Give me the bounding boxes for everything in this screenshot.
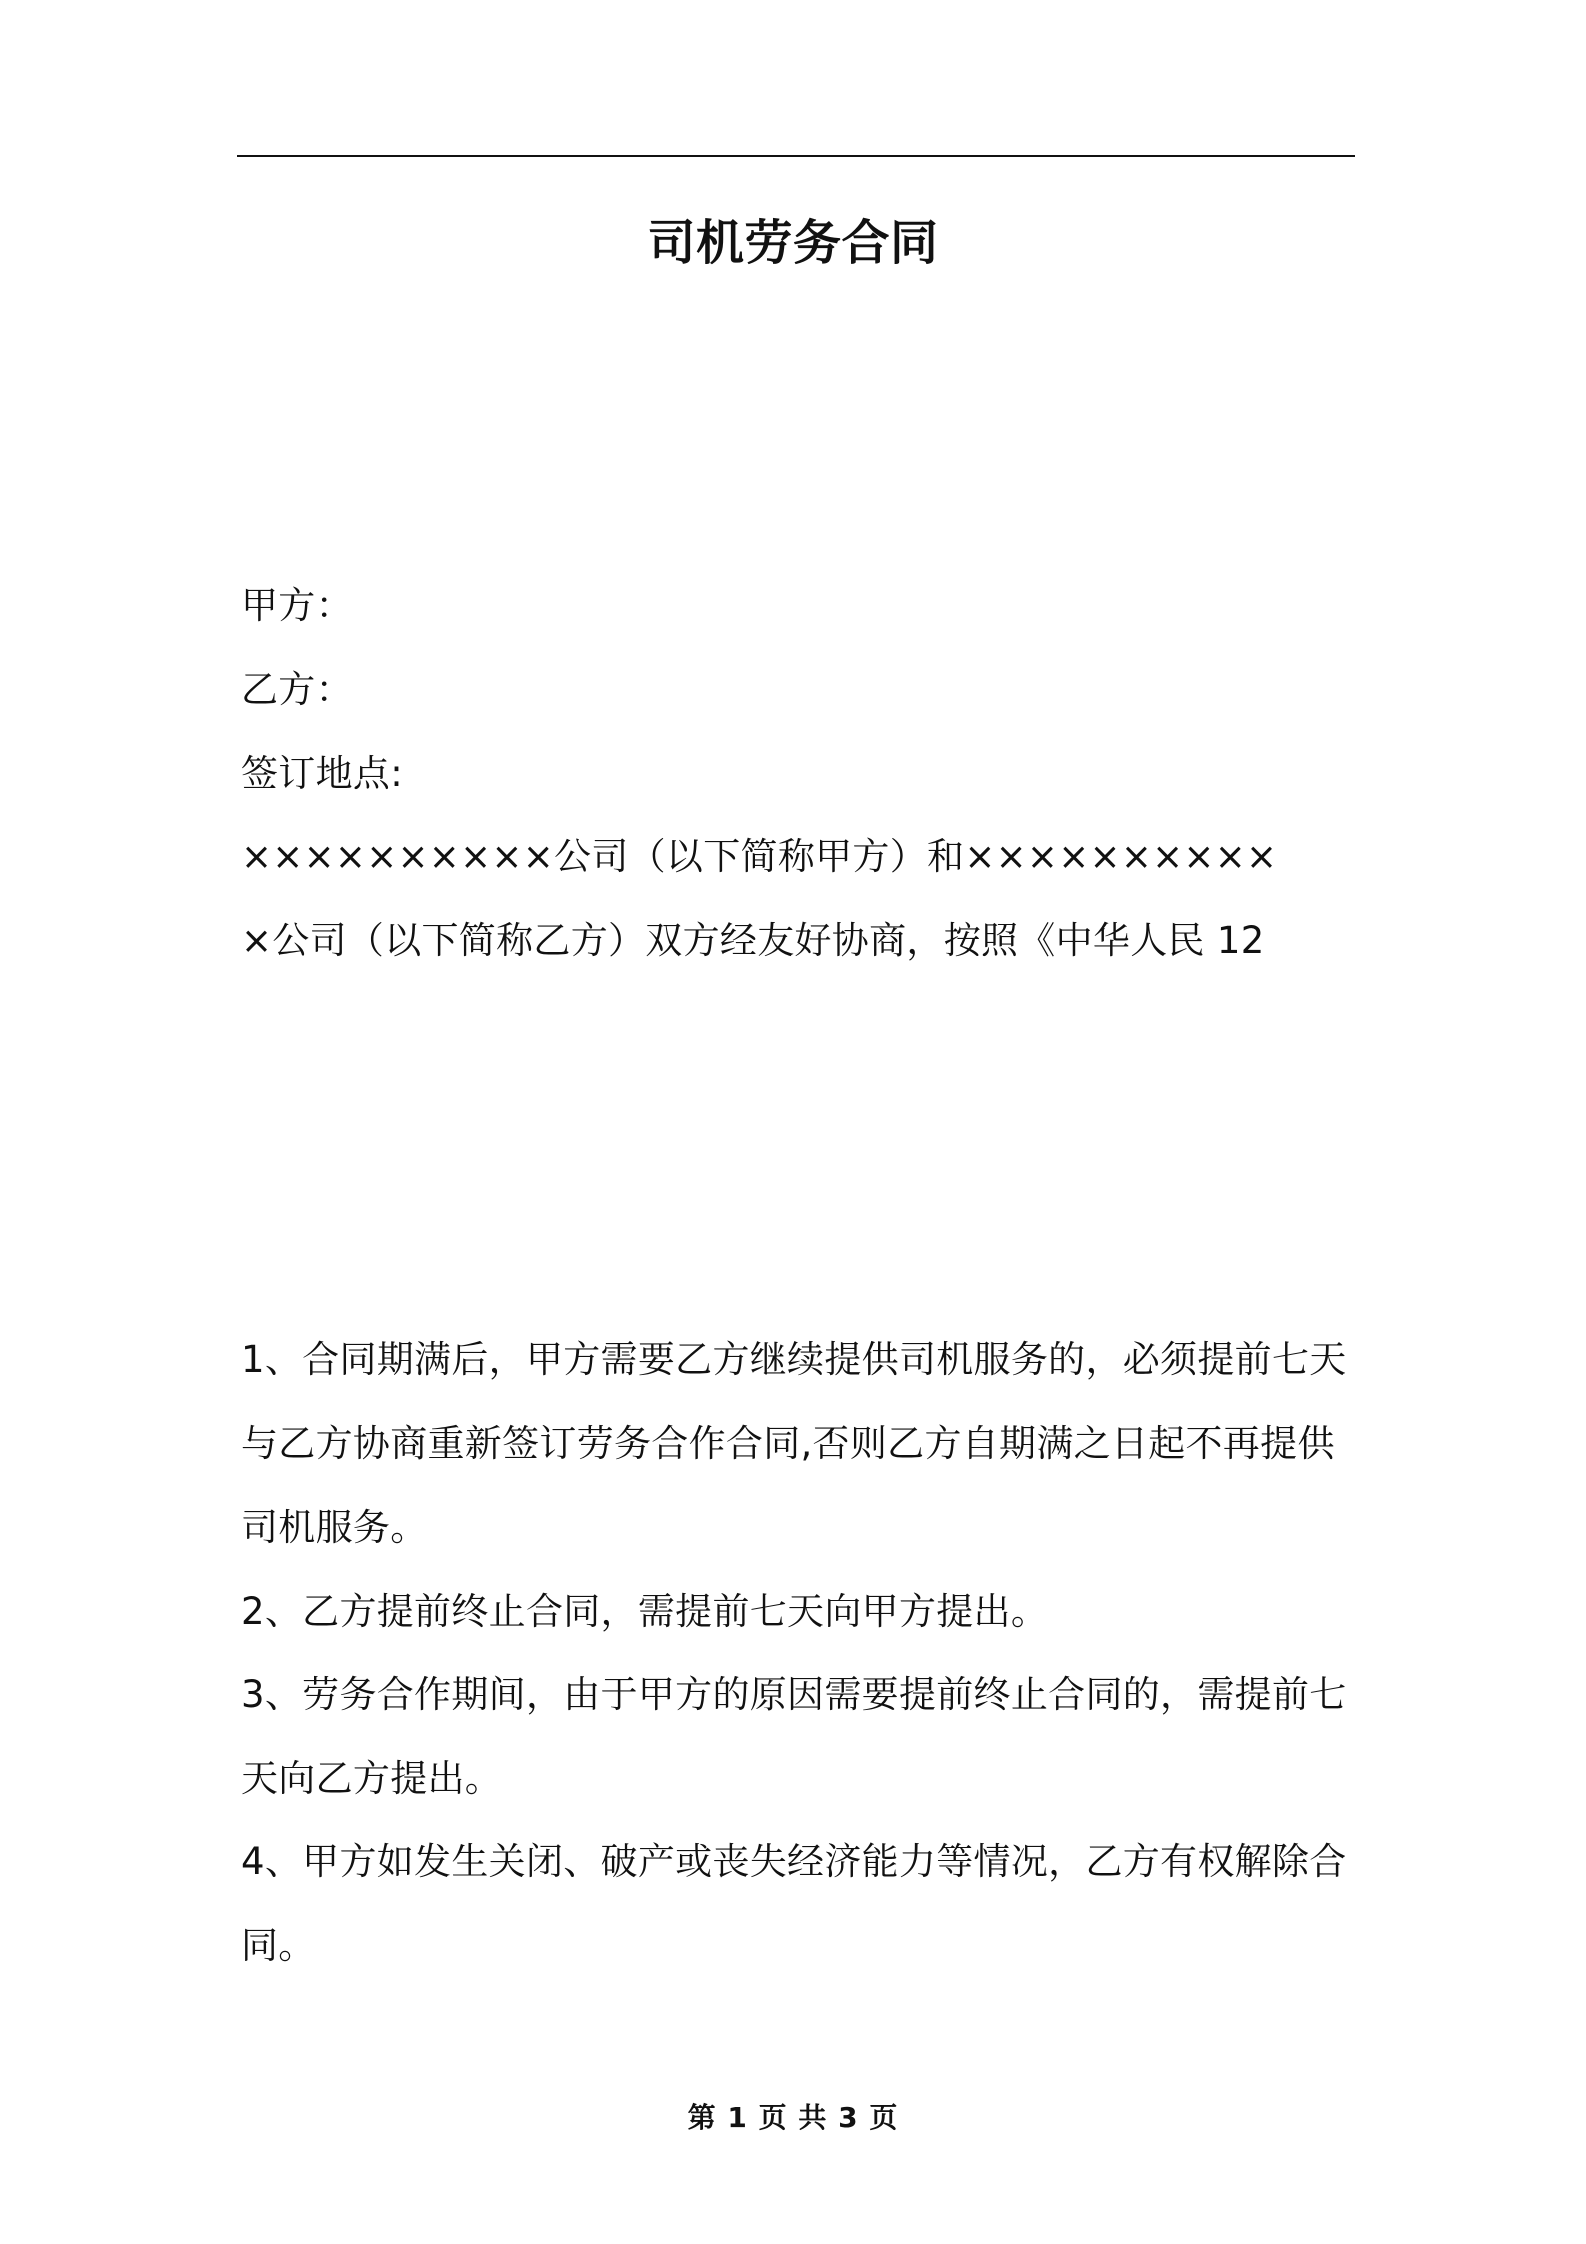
party-b-label: 乙方： xyxy=(241,668,353,711)
header-rule xyxy=(237,155,1355,157)
clause-4-line-1: 4、甲方如发生关闭、破产或丧失经济能力等情况，乙方有权解除合 xyxy=(241,1840,1347,1883)
clause-2-line-1: 2、乙方提前终止合同，需提前七天向甲方提出。 xyxy=(241,1590,1049,1633)
signing-place-label: 签订地点: xyxy=(241,752,403,795)
clause-3-line-1: 3、劳务合作期间，由于甲方的原因需要提前终止合同的，需提前七 xyxy=(241,1673,1347,1716)
clause-1-line-3: 司机服务。 xyxy=(241,1506,428,1549)
clause-1-line-2: 与乙方协商重新签订劳务合作合同,否则乙方自期满之日起不再提供 xyxy=(241,1422,1335,1465)
intro-line-1: ××××××××××公司（以下简称甲方）和×××××××××× xyxy=(241,835,1278,878)
party-a-label: 甲方： xyxy=(241,584,353,627)
intro-line-2: ×公司（以下简称乙方）双方经友好协商，按照《中华人民 12 xyxy=(241,919,1265,962)
clause-4-line-2: 同。 xyxy=(241,1924,316,1967)
document-title: 司机劳务合同 xyxy=(647,215,939,271)
clause-3-line-2: 天向乙方提出。 xyxy=(241,1757,503,1800)
page-footer: 第 1 页 共 3 页 xyxy=(687,2101,899,2134)
clause-1-line-1: 1、合同期满后，甲方需要乙方继续提供司机服务的，必须提前七天 xyxy=(241,1338,1347,1381)
